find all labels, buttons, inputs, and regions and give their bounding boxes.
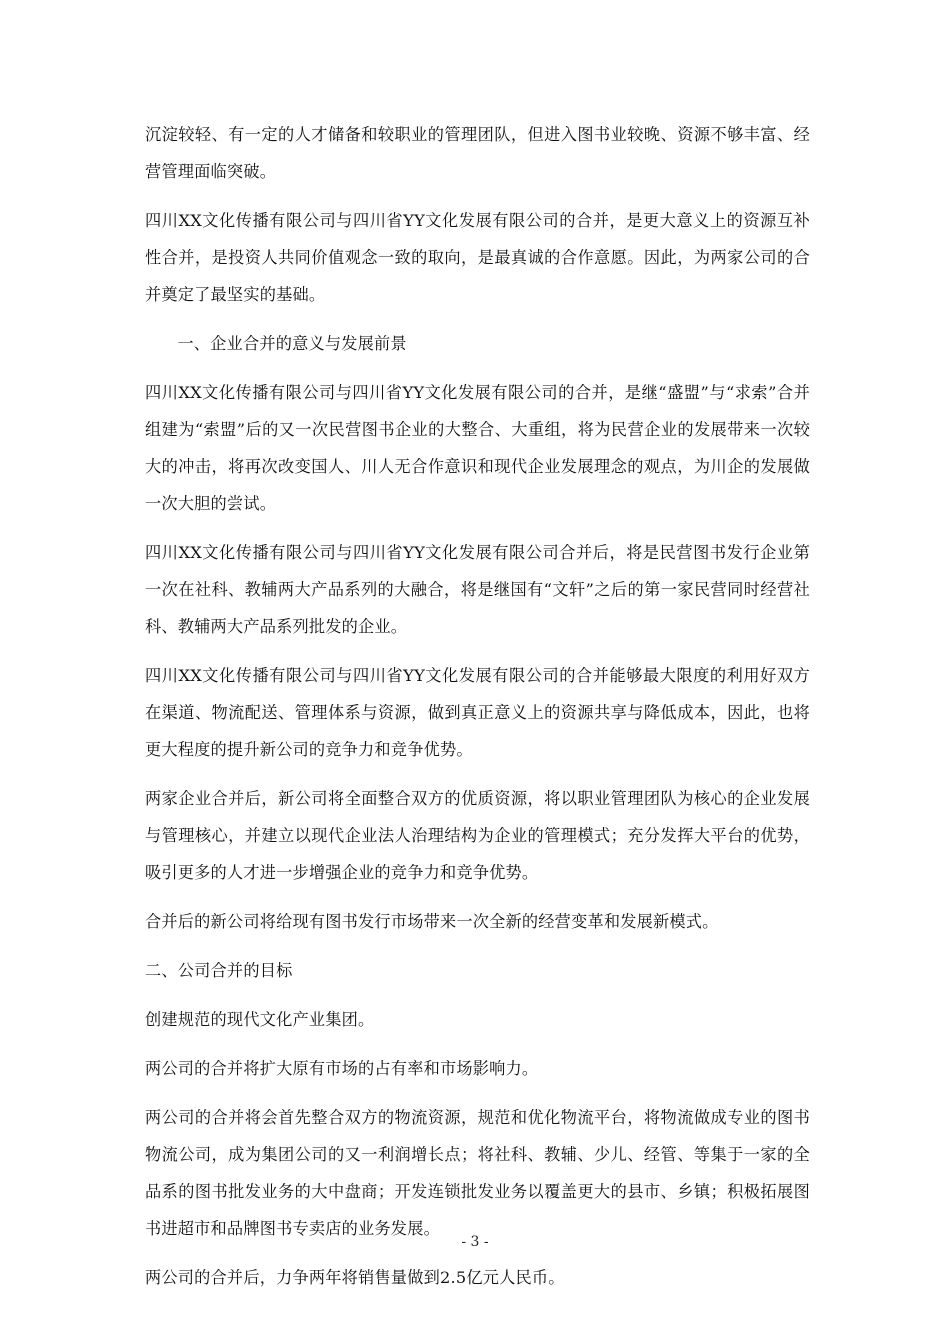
page-number: - 3 -: [461, 1234, 489, 1250]
paragraph: 沉淀较轻、有一定的人才储备和较职业的管理团队，但进入图书业较晚、资源不够丰富、经营管理面临突破。: [145, 125, 810, 181]
paragraph: 两家企业合并后，新公司将全面整合双方的优质资源，将以职业管理团队为核心的企业发展与管理核心，并建立以现代企业法人治理结构为企业的管理模式；充分发挥大平台的优势，吸引更多的人才进一步增强企业的竞争力和竞争优势。: [145, 789, 810, 882]
paragraph: 四川XX文化传播有限公司与四川省YY文化发展有限公司合并后，将是民营图书发行企业第一次在社科、教辅两大产品系列的大融合，将是继国有“文轩”之后的第一家民营同时经营社科、教辅两大产品系列批发的企业。: [145, 543, 810, 636]
paragraph: 创建规范的现代文化产业集团。: [145, 1010, 375, 1029]
paragraph: 四川XX文化传播有限公司与四川省YY文化发展有限公司的合并，是继“盛盟”与“求索”合并组建为“索盟”后的又一次民营图书企业的大整合、大重组，将为民营企业的发展带来一次较大的冲击，将再次改变国人、川人无合作意识和现代企业发展理念的观点，为川企的发展做一次大胆的尝试。: [145, 383, 810, 513]
paragraph: 四川XX文化传播有限公司与四川省YY文化发展有限公司的合并，是更大意义上的资源互补性合并，是投资人共同价值观念一致的取向，是最真诚的合作意愿。因此，为两家公司的合并奠定了最坚实的基础。: [145, 211, 810, 304]
paragraph: 两公司的合并将扩大原有市场的占有率和市场影响力。: [145, 1059, 539, 1078]
paragraph: 两公司的合并将会首先整合双方的物流资源，规范和优化物流平台，将物流做成专业的图书物流公司，成为集团公司的又一利润增长点；将社科、教辅、少儿、经管、等集于一家的全品系的图书批发业务的大中盘商；开发连锁批发业务以覆盖更大的县市、乡镇；积极拓展图书进超市和品牌图书专卖店的业务发展。: [145, 1108, 810, 1238]
section-heading: 一、企业合并的意义与发展前景: [177, 334, 407, 353]
paragraph: 四川XX文化传播有限公司与四川省YY文化发展有限公司的合并能够最大限度的利用好双方在渠道、物流配送、管理体系与资源，做到真正意义上的资源共享与降低成本，因此，也将更大程度的提升新公司的竞争力和竞争优势。: [145, 666, 810, 759]
paragraph: 两公司的合并后，力争两年将销售量做到2.5亿元人民币。: [145, 1268, 565, 1287]
section-heading: 二、公司合并的目标: [145, 961, 293, 980]
paragraph: 合并后的新公司将给现有图书发行市场带来一次全新的经营变革和发展新模式。: [145, 912, 719, 931]
document-body: [145, 116, 810, 1308]
